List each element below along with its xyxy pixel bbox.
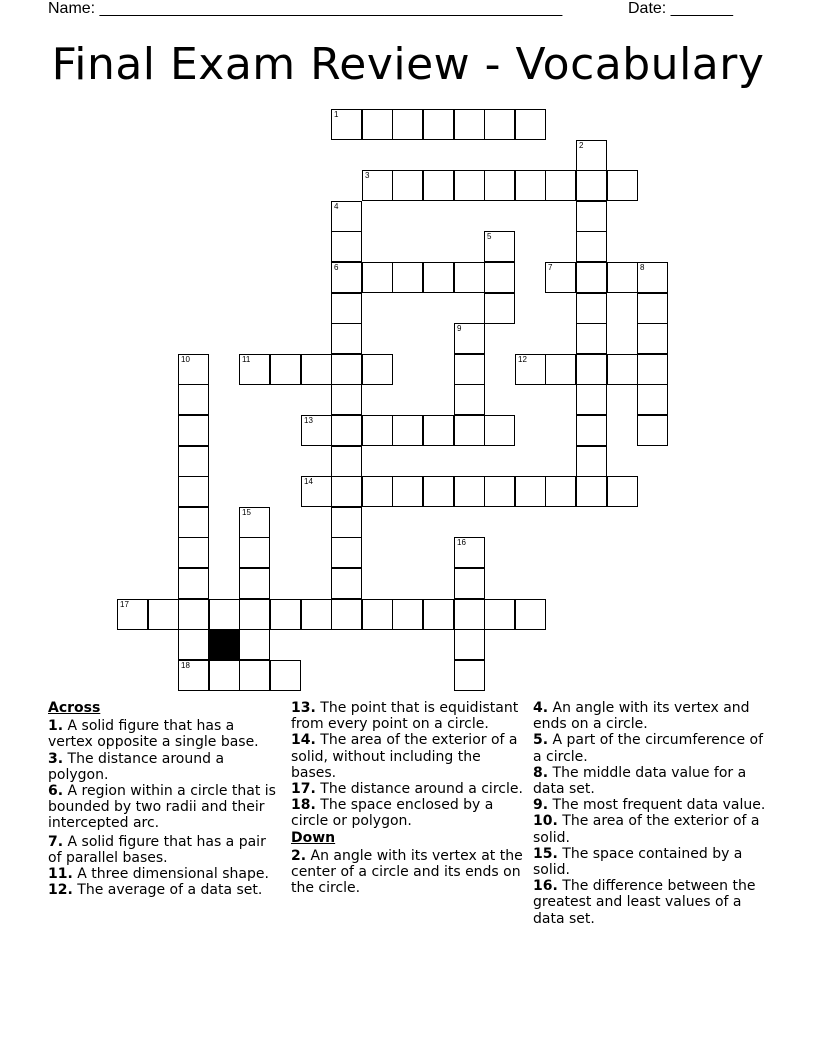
grid-cell[interactable] <box>239 629 270 660</box>
clue-across-13: 13. The point that is equidistant from every point on a circle. <box>291 700 519 733</box>
cell-number: 14 <box>304 477 313 486</box>
grid-cell[interactable] <box>576 323 607 354</box>
grid-cell[interactable] <box>607 262 638 293</box>
cell-number: 15 <box>242 508 251 517</box>
grid-cell[interactable] <box>178 476 209 507</box>
clue-across-11: 11. A three dimensional shape. <box>48 866 269 883</box>
grid-cell[interactable] <box>270 599 301 630</box>
grid-cell[interactable] <box>331 599 362 630</box>
grid-cell[interactable] <box>515 354 546 385</box>
grid-cell[interactable] <box>239 507 270 538</box>
clue-across-12: 12. The average of a data set. <box>48 882 263 899</box>
grid-cell[interactable] <box>454 384 485 415</box>
grid-cell[interactable] <box>637 262 668 293</box>
grid-cell[interactable] <box>178 354 209 385</box>
cell-number: 9 <box>457 324 462 333</box>
cell-number: 5 <box>487 232 492 241</box>
clues-column-3 <box>533 700 769 927</box>
grid-cell[interactable] <box>362 415 393 446</box>
grid-cell[interactable] <box>423 415 454 446</box>
grid-cell[interactable] <box>576 476 607 507</box>
cell-number: 7 <box>548 263 553 272</box>
grid-cell[interactable] <box>576 231 607 262</box>
grid-cell[interactable] <box>576 201 607 232</box>
grid-cell[interactable] <box>423 262 454 293</box>
grid-cell[interactable] <box>454 262 485 293</box>
grid-cell[interactable] <box>362 170 393 201</box>
clue-across-18: 18. The space enclosed by a circle or polygon. <box>291 797 494 830</box>
grid-cell[interactable] <box>515 170 546 201</box>
grid-cell[interactable] <box>484 293 515 324</box>
grid-cell[interactable] <box>392 599 423 630</box>
grid-cell[interactable] <box>331 354 362 385</box>
grid-cell[interactable] <box>454 476 485 507</box>
grid-cell[interactable] <box>576 140 607 171</box>
grid-cell[interactable] <box>331 415 362 446</box>
grid-cell[interactable] <box>331 537 362 568</box>
grid-cell[interactable] <box>331 262 362 293</box>
clue-down-5: 5. A part of the circumference of a circle. <box>533 732 764 765</box>
grid-cell[interactable] <box>362 109 393 140</box>
grid-cell[interactable] <box>270 354 301 385</box>
grid-cell[interactable] <box>178 599 209 630</box>
grid-cell[interactable] <box>117 599 148 630</box>
down-heading: Down <box>291 829 336 846</box>
grid-cell[interactable] <box>484 262 515 293</box>
grid-cell[interactable] <box>545 354 576 385</box>
grid-cell[interactable] <box>515 109 546 140</box>
grid-cell[interactable] <box>301 599 332 630</box>
clue-across-1: 1. A solid figure that has a vertex opposite a single base. <box>48 718 259 751</box>
grid-cell[interactable] <box>301 415 332 446</box>
cell-number: 17 <box>120 600 129 609</box>
grid-cell[interactable] <box>484 170 515 201</box>
grid-cell[interactable] <box>423 476 454 507</box>
name-field-label: Name: ____________________________________________________ <box>48 0 563 17</box>
grid-cell[interactable] <box>637 384 668 415</box>
clue-across-6: 6. A region within a circle that is bounded by two radii and their intercepted arc. <box>48 783 276 832</box>
grid-cell[interactable] <box>331 293 362 324</box>
grid-cell[interactable] <box>484 599 515 630</box>
cell-number: 12 <box>518 355 527 364</box>
clue-across-14: 14. The area of the exterior of a solid, without including the bases. <box>291 732 518 781</box>
grid-cell[interactable] <box>392 109 423 140</box>
black-cell <box>209 629 240 660</box>
clue-across-17: 17. The distance around a circle. <box>291 781 523 798</box>
clue-down-4: 4. An angle with its vertex and ends on a circle. <box>533 700 750 733</box>
grid-cell[interactable] <box>454 354 485 385</box>
grid-cell[interactable] <box>454 599 485 630</box>
grid-cell[interactable] <box>607 170 638 201</box>
grid-cell[interactable] <box>454 660 485 691</box>
grid-cell[interactable] <box>454 568 485 599</box>
cell-number: 4 <box>334 202 339 211</box>
clues-column-1 <box>48 700 280 898</box>
grid-cell[interactable] <box>178 384 209 415</box>
cell-number: 18 <box>181 661 190 670</box>
cell-number: 13 <box>304 416 313 425</box>
grid-cell[interactable] <box>209 660 240 691</box>
grid-cell[interactable] <box>454 323 485 354</box>
grid-cell[interactable] <box>454 537 485 568</box>
grid-cell[interactable] <box>362 262 393 293</box>
clue-down-10: 10. The area of the exterior of a solid. <box>533 813 760 846</box>
grid-cell[interactable] <box>239 568 270 599</box>
grid-cell[interactable] <box>392 170 423 201</box>
grid-cell[interactable] <box>239 599 270 630</box>
grid-cell[interactable] <box>178 415 209 446</box>
cell-number: 10 <box>181 355 190 364</box>
grid-cell[interactable] <box>576 293 607 324</box>
grid-cell[interactable] <box>148 599 179 630</box>
grid-cell[interactable] <box>454 109 485 140</box>
grid-cell[interactable] <box>301 354 332 385</box>
cell-number: 3 <box>365 171 370 180</box>
page-title: Final Exam Review - Vocabulary <box>51 39 765 90</box>
grid-cell[interactable] <box>484 231 515 262</box>
clue-down-15: 15. The space contained by a solid. <box>533 845 743 879</box>
grid-cell[interactable] <box>637 354 668 385</box>
grid-cell[interactable] <box>331 201 362 232</box>
grid-cell[interactable] <box>607 354 638 385</box>
grid-cell[interactable] <box>362 599 393 630</box>
grid-cell[interactable] <box>576 446 607 477</box>
grid-cell[interactable] <box>515 599 546 630</box>
date-field-label: Date: _______ <box>628 0 733 17</box>
grid-cell[interactable] <box>576 170 607 201</box>
clue-down-8: 8. The middle data value for a data set. <box>533 764 747 798</box>
grid-cell[interactable] <box>331 231 362 262</box>
grid-cell[interactable] <box>392 262 423 293</box>
grid-cell[interactable] <box>454 629 485 660</box>
grid-cell[interactable] <box>239 354 270 385</box>
grid-cell[interactable] <box>423 109 454 140</box>
cell-number: 1 <box>334 110 339 119</box>
grid-cell[interactable] <box>301 476 332 507</box>
grid-cell[interactable] <box>331 568 362 599</box>
across-heading: Across <box>48 700 101 716</box>
grid-cell[interactable] <box>331 323 362 354</box>
grid-cell[interactable] <box>545 476 576 507</box>
grid-cell[interactable] <box>607 476 638 507</box>
grid-cell[interactable] <box>178 629 209 660</box>
grid-cell[interactable] <box>484 415 515 446</box>
grid-cell[interactable] <box>392 415 423 446</box>
grid-cell[interactable] <box>576 354 607 385</box>
grid-cell[interactable] <box>239 660 270 691</box>
cell-number: 16 <box>457 538 466 547</box>
clue-down-2: 2. An angle with its vertex at the center of a circle and its ends on the circle. <box>291 847 523 897</box>
grid-cell[interactable] <box>454 415 485 446</box>
grid-cell[interactable] <box>331 476 362 507</box>
clue-across-3: 3. The distance around a polygon. <box>48 750 225 783</box>
grid-cell[interactable] <box>423 599 454 630</box>
clue-down-9: 9. The most frequent data value. <box>533 797 766 814</box>
grid-cell[interactable] <box>515 476 546 507</box>
grid-cell[interactable] <box>331 507 362 538</box>
grid-cell[interactable] <box>637 323 668 354</box>
grid-cell[interactable] <box>576 415 607 446</box>
grid-cell[interactable] <box>331 384 362 415</box>
grid-cell[interactable] <box>331 446 362 477</box>
grid-cell[interactable] <box>392 476 423 507</box>
grid-cell[interactable] <box>270 660 301 691</box>
grid-cell[interactable] <box>637 293 668 324</box>
grid-cell[interactable] <box>178 507 209 538</box>
grid-cell[interactable] <box>178 446 209 477</box>
grid-cell[interactable] <box>576 384 607 415</box>
grid-cell[interactable] <box>209 599 240 630</box>
grid-cell[interactable] <box>545 262 576 293</box>
grid-cell[interactable] <box>178 568 209 599</box>
grid-cell[interactable] <box>423 170 454 201</box>
grid-cell[interactable] <box>484 109 515 140</box>
clue-across-7: 7. A solid figure that has a pair of parallel bases. <box>48 833 266 866</box>
grid-cell[interactable] <box>637 415 668 446</box>
cell-number: 8 <box>640 263 645 272</box>
clue-down-16: 16. The difference between the greatest and least values of a data set. <box>533 878 756 927</box>
grid-cell[interactable] <box>454 170 485 201</box>
grid-cell[interactable] <box>362 354 393 385</box>
cell-number: 2 <box>579 141 584 150</box>
grid-cell[interactable] <box>576 262 607 293</box>
grid-cell[interactable] <box>331 109 362 140</box>
grid-cell[interactable] <box>178 660 209 691</box>
clues-column-2 <box>291 700 527 896</box>
grid-cell[interactable] <box>239 537 270 568</box>
grid-cell[interactable] <box>178 537 209 568</box>
grid-cell[interactable] <box>362 476 393 507</box>
grid-cell[interactable] <box>545 170 576 201</box>
cell-number: 6 <box>334 263 339 272</box>
cell-number: 11 <box>242 355 251 364</box>
grid-cell[interactable] <box>484 476 515 507</box>
